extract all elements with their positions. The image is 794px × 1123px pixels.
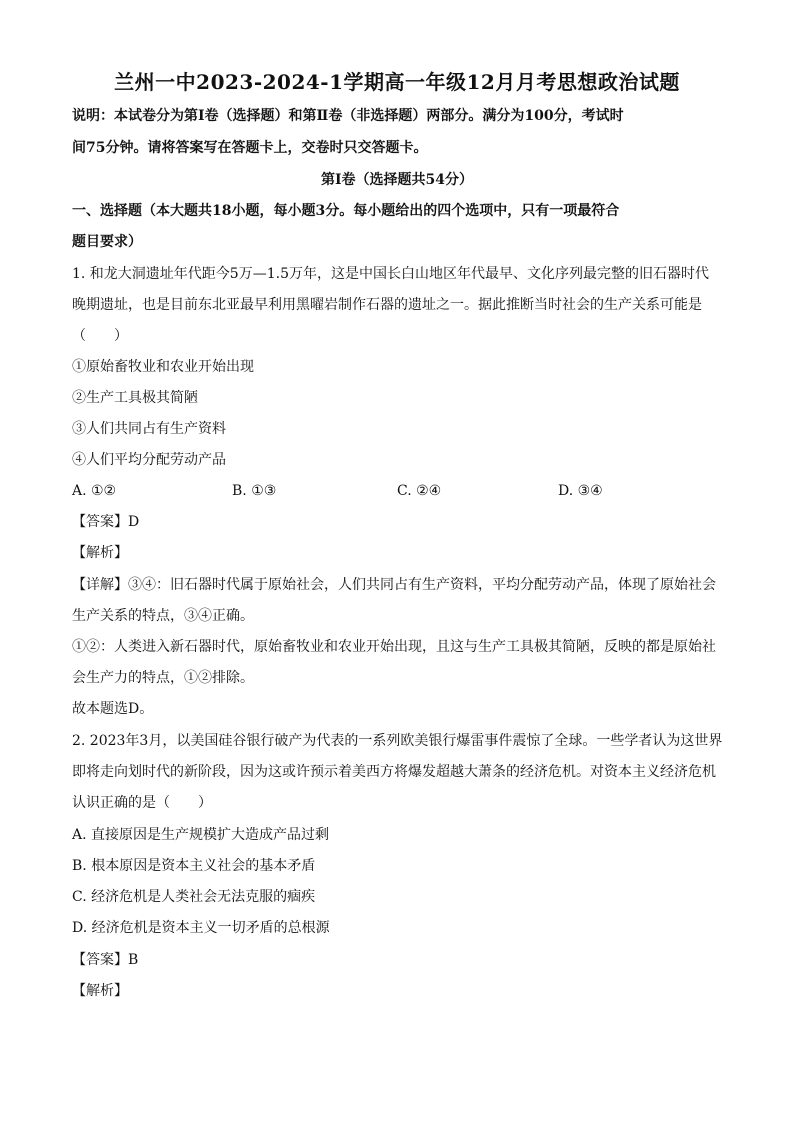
part-one-header: 第Ⅰ卷（选择题共54分）: [320, 172, 474, 188]
q1-stem-line-2: 晚期遗址，也是目前东北亚最早利用黑曜岩制作石器的遗址之一。据此推断当时社会的生产关系可能是: [72, 297, 702, 313]
q1-item-2: ②生产工具极其简陋: [72, 390, 198, 406]
q1-detail-line-1: 【详解】③④：旧石器时代属于原始社会，人们共同占有生产资料，平均分配劳动产品，体现了原始社会: [72, 577, 716, 593]
q1-detail-line-3: ①②：人类进入新石器时代，原始畜牧业和农业开始出现，且这与生产工具极其简陋，反映的都是原始社: [72, 639, 716, 655]
instructions-line-2: 间75分钟。请将答案写在答题卡上，交卷时只交答题卡。: [72, 140, 428, 156]
q1-conclusion: 故本题选D。: [72, 701, 154, 717]
instructions-line-1: 说明：本试卷分为第Ⅰ卷（选择题）和第Ⅱ卷（非选择题）两部分。满分为100分，考试时: [72, 108, 624, 124]
q2-option-b: B. 根本原因是资本主义社会的基本矛盾: [72, 858, 316, 874]
q2-option-c: C. 经济危机是人类社会无法克服的痼疾: [72, 889, 316, 905]
q1-item-3: ③人们共同占有生产资料: [72, 421, 226, 437]
section-heading-line-1: 一、选择题（本大题共18小题，每小题3分。每小题给出的四个选项中，只有一项最符合: [72, 203, 620, 219]
q2-stem-line-2: 即将走向划时代的新阶段，因为这或许预示着美西方将爆发超越大萧条的经济危机。对资本主义经济危机: [72, 764, 716, 780]
q1-option-b: B. ①③: [232, 483, 277, 499]
q2-stem-line-3: 认识正确的是（ ）: [72, 795, 212, 811]
q1-stem-line-1: 1. 和龙大洞遗址年代距今5万—1.5万年，这是中国长白山地区年代最早、文化序列最完整的旧石器时代: [72, 266, 709, 282]
q2-option-a: A. 直接原因是生产规模扩大造成产品过剩: [72, 827, 330, 843]
q2-stem-line-1: 2. 2023年3月，以美国硅谷银行破产为代表的一系列欧美银行爆雷事件震惊了全球。一些学者认为这世界: [72, 733, 723, 749]
q1-item-4: ④人们平均分配劳动产品: [72, 452, 226, 468]
q2-answer: 【答案】B: [72, 952, 139, 968]
q2-analysis-label: 【解析】: [72, 983, 128, 999]
page-title: 兰州一中2023-2024-1学期高一年级12月月考思想政治试题: [114, 70, 680, 94]
q1-analysis-label: 【解析】: [72, 545, 128, 561]
q1-detail-line-2: 生产关系的特点，③④正确。: [72, 608, 254, 624]
q1-item-1: ①原始畜牧业和农业开始出现: [72, 359, 254, 375]
q1-answer: 【答案】D: [72, 514, 140, 530]
q1-option-a: A. ①②: [72, 483, 117, 499]
section-heading-line-2: 题目要求）: [72, 234, 142, 250]
q1-option-d: D. ③④: [558, 483, 603, 499]
q1-option-c: C. ②④: [397, 483, 442, 499]
q1-stem-line-3: （ ）: [72, 328, 128, 344]
q1-detail-line-4: 会生产力的特点，①②排除。: [72, 670, 254, 686]
q2-option-d: D. 经济危机是资本主义一切矛盾的总根源: [72, 920, 330, 936]
